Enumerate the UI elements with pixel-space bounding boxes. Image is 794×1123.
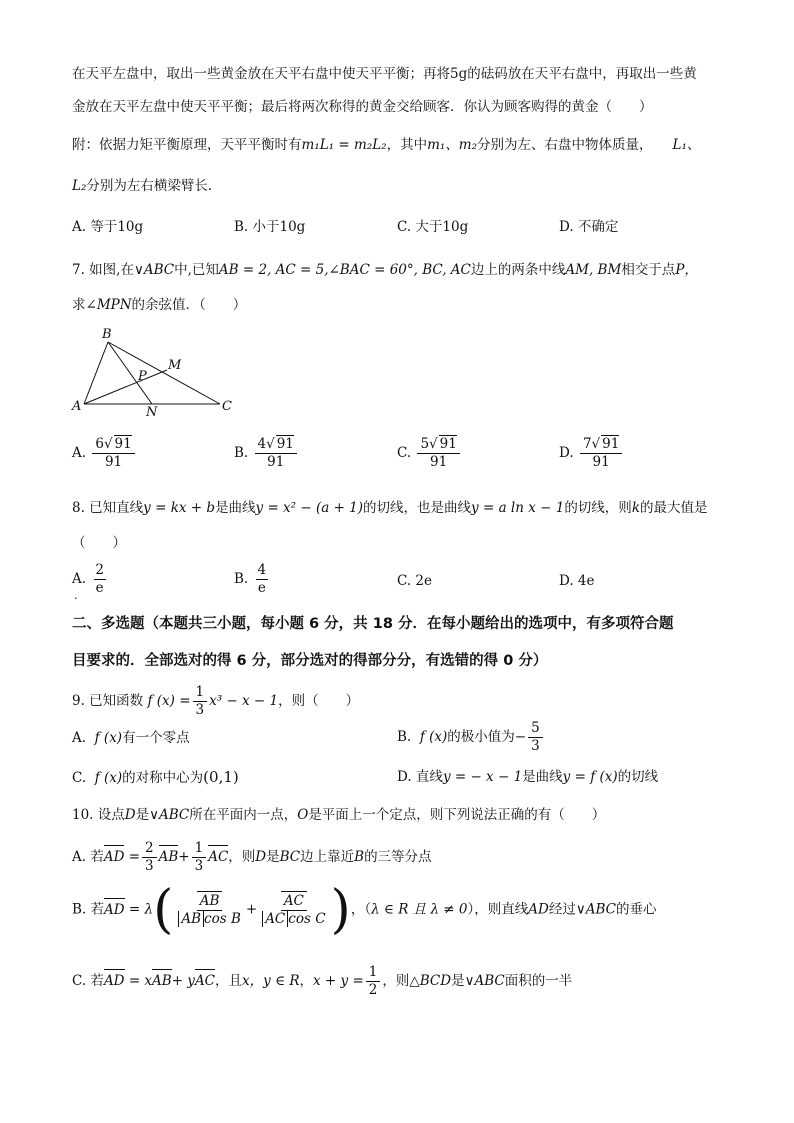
q7-point-p: P， <box>675 262 698 278</box>
q8-option-a <box>72 562 109 597</box>
q7-option-b <box>234 436 299 471</box>
q8-curve2: y = a ln x − 1 <box>471 500 565 516</box>
denominator: 2 <box>368 982 378 998</box>
denominator <box>259 911 328 928</box>
q7-text: 求∠ <box>72 297 97 313</box>
q6-option-d: D. 不确定 <box>559 219 619 235</box>
radicand: 91 <box>276 436 294 452</box>
denominator: 91 <box>592 454 610 470</box>
q10-stem <box>72 805 605 825</box>
radicand: 91 <box>439 436 457 452</box>
option-label: A. <box>72 445 87 461</box>
cos-b: cos B <box>204 910 241 927</box>
q7-text: 的余弦值．（ ） <box>131 297 247 313</box>
option-text: ，则 <box>228 849 256 865</box>
vector-ad: AD <box>104 901 125 918</box>
option-text: ，（ <box>350 901 372 918</box>
numerator: 1 <box>193 684 208 702</box>
numerator: 2 <box>142 840 157 858</box>
q6-option-b: B. 小于10g <box>234 219 306 235</box>
vector-ad: AD <box>103 973 125 989</box>
section2-title-line2: 目要求的．全部选对的得 6 分，部分选对的得部分分，有选错的得 0 分） <box>72 653 548 669</box>
numerator: 5 <box>528 720 543 738</box>
q7-option-d <box>559 436 624 471</box>
option-text: 边上靠近 <box>300 849 355 865</box>
fraction <box>259 893 328 928</box>
f-of-x: f (x) <box>419 729 448 745</box>
plus: + <box>245 901 258 918</box>
q10-text: 10. 设点 <box>72 807 125 823</box>
q8-k: k <box>631 500 640 516</box>
q6-note-text-c: 分别为左、右盘中物体质量， <box>477 137 653 153</box>
q9-text: 9. 已知函数 <box>72 693 144 709</box>
q9-fraction <box>193 684 208 719</box>
triangle-abc: ABC <box>158 807 190 823</box>
numerator: 4 <box>257 562 267 578</box>
q7-option-a-value: $\frac{6√ 91}{91}$ <box>92 436 134 471</box>
equals-lambda: = λ <box>128 901 154 918</box>
q7-option-b-value: $\frac{4√ 91}{91}$ <box>255 436 297 471</box>
q7-triangle-figure <box>66 322 246 422</box>
q8-option-a-value <box>92 562 107 597</box>
option-text: ，则△ <box>382 973 420 989</box>
point-o: O <box>297 807 309 823</box>
radicand: 91 <box>602 436 620 452</box>
option-text: 有一个零点 <box>122 730 190 746</box>
numerator: 1 <box>192 840 207 858</box>
denominator <box>175 911 244 928</box>
option-label: B. <box>397 729 412 745</box>
option-label: D. <box>559 445 574 461</box>
option-text: ，且 <box>215 973 243 989</box>
equals: = <box>128 849 141 865</box>
q9-option-b <box>397 720 545 755</box>
q7-angle: MPN <box>96 297 132 313</box>
q7-text: 边上的两条中线 <box>470 262 566 278</box>
option-text: 的三等分点 <box>364 849 432 865</box>
q10-text: 是∨ <box>135 807 159 823</box>
option-text: 的极小值为− <box>447 729 527 745</box>
option-label: B. <box>234 571 249 587</box>
option-text: 面积的一半 <box>504 973 573 989</box>
label-n: N <box>146 405 158 420</box>
q8-option-c: C. 2e <box>397 573 433 589</box>
option-text: 的对称中心为 <box>122 770 204 786</box>
coef: 7 <box>582 436 592 452</box>
radicand: 91 <box>114 436 132 452</box>
coef: 5 <box>420 436 430 452</box>
vector-ac: AC <box>194 973 216 989</box>
q8-line-eq: y = kx + b <box>143 500 216 516</box>
vector-ad: AD <box>103 849 125 865</box>
q6-note <box>72 135 700 155</box>
option-text: 经过∨ <box>548 901 586 918</box>
q6-note-text-b: ，其中 <box>386 137 428 153</box>
q8-stem-line1 <box>72 498 708 518</box>
q7-option-c-value: $\frac{5√ 91}{91}$ <box>417 436 459 471</box>
equals-x: = x <box>128 973 153 989</box>
lambda-condition: λ ∈ R 且 λ ≠ 0 <box>371 901 468 918</box>
label-c: C <box>222 399 232 414</box>
point-b: B <box>354 849 365 865</box>
curve-eq: y = f (x) <box>562 769 618 785</box>
segment-bc <box>108 342 220 404</box>
point-d: D <box>124 807 136 823</box>
numerator: 1 <box>366 964 381 982</box>
q8-text: 是曲线 <box>215 500 256 516</box>
f-of-x: f (x) <box>94 770 123 786</box>
fraction <box>192 840 207 875</box>
option-text: A. 若 <box>72 849 104 865</box>
line-eq: y = − x − 1 <box>442 769 523 785</box>
q9-option-a <box>72 728 190 748</box>
q7-stem-line1 <box>72 260 698 280</box>
q10-option-c <box>72 964 572 999</box>
q8-option-a-dot: . <box>74 589 78 602</box>
q6-note-l2: L₂ <box>72 178 87 194</box>
q9-option-d <box>397 767 658 787</box>
var-x: x， <box>242 973 264 989</box>
denominator: 91 <box>104 454 123 470</box>
denominator: 3 <box>194 858 204 874</box>
q7-medians: AM, BM <box>565 262 622 278</box>
triangle-bcd: BCD <box>419 973 452 989</box>
option-text: 的垂心 <box>615 901 657 918</box>
option-text: 的切线 <box>617 769 659 785</box>
denominator: 91 <box>430 454 448 470</box>
q6-line1: 在天平左盘中，取出一些黄金放在天平右盘中使天平平衡；再将5g的砝码放在天平右盘中，再取出一些黄 <box>72 66 697 82</box>
numerator: 2 <box>95 562 104 578</box>
q7-option-d-value: $\frac{7√ 91}{91}$ <box>580 436 622 471</box>
triangle-abc: ABC <box>474 973 505 989</box>
option-text: 是∨ <box>451 973 475 989</box>
vector-ab: AB <box>158 849 179 865</box>
q7-stem-line2 <box>72 295 246 315</box>
q8-text: 的切线，则 <box>564 500 632 516</box>
option-label: A. <box>72 730 87 746</box>
q7-text: 中,已知 <box>174 262 219 278</box>
q9-expression: x³ − x − 1 <box>209 693 279 709</box>
vector-ac: AC <box>208 849 229 865</box>
q6-option-c: C. 大于10g <box>397 219 469 235</box>
q8-stem-line2: （ ） <box>72 535 126 551</box>
denominator: 91 <box>267 454 285 470</box>
q6-note-text-d: 分别为左右横梁臂长． <box>86 178 222 194</box>
point-d: D <box>255 849 267 865</box>
fraction <box>175 893 244 928</box>
coef: 6 <box>95 436 104 452</box>
magnitude-ab: AB <box>178 911 204 927</box>
coef: 4 <box>257 436 267 452</box>
q7-triangle: ABC <box>143 262 175 278</box>
denominator: 3 <box>195 702 205 718</box>
magnitude-ac: AC <box>262 911 288 927</box>
q7-text: 7. 如图,在∨ <box>72 262 144 278</box>
option-label: B. <box>234 445 249 461</box>
q8-option-b-value <box>255 562 270 597</box>
segment-ab <box>84 342 108 404</box>
median-am <box>84 370 167 404</box>
label-a: A <box>72 399 82 414</box>
option-label: C. <box>72 770 87 786</box>
fraction <box>366 964 381 999</box>
q7-option-a <box>72 436 137 471</box>
q6-note-l1: L₁、 <box>672 137 701 153</box>
q8-text: 8. 已知直线 <box>72 500 144 516</box>
q10-option-a <box>72 840 432 875</box>
label-m: M <box>168 358 182 373</box>
option-text: ），则直线 <box>467 901 529 918</box>
q7-option-c <box>397 436 462 471</box>
vector-ab: AB <box>197 893 223 911</box>
q8-curve1: y = x² − (a + 1) <box>255 500 364 516</box>
denominator: e <box>257 580 266 596</box>
center-point: (0,1) <box>203 768 239 786</box>
triangle-abc: ABC <box>585 901 616 918</box>
f-of-x: f (x) <box>94 730 123 746</box>
q8-option-b <box>234 562 271 597</box>
option-text: B. 若 <box>72 901 105 918</box>
q9-option-c <box>72 767 239 788</box>
q6-note-masses: m₁、m₂ <box>427 137 478 153</box>
option-label: A. <box>72 571 87 587</box>
label-b: B <box>102 327 112 342</box>
q10-text: 所在平面内一点， <box>189 807 298 823</box>
segment-bc: BC <box>279 849 301 865</box>
denominator: 3 <box>531 738 540 754</box>
vector-ac: AC <box>281 893 307 911</box>
q7-text: 相交于点 <box>621 262 676 278</box>
q6-note-text: 附：依据力矩平衡原理，天平平衡时有 <box>72 137 302 153</box>
q6-note-line2 <box>72 176 221 196</box>
option-text: C. 若 <box>72 973 104 989</box>
option-text: D. 直线 <box>397 769 443 785</box>
q6-line2: 金放在天平左盘中使天平平衡；最后将两次称得的黄金交给顾客．你认为顾客购得的黄金（ ） <box>72 99 653 115</box>
line-ad: AD <box>528 901 549 918</box>
q9-option-b-fraction <box>528 720 543 755</box>
plus: + <box>178 849 190 865</box>
right-paren: ) <box>330 880 351 940</box>
q9-stem <box>72 684 359 719</box>
q9-text: ，则（ ） <box>278 693 360 709</box>
denominator: e <box>95 580 104 596</box>
fraction <box>142 840 157 875</box>
left-paren: ( <box>153 880 174 940</box>
q9-function: f (x) = <box>147 693 191 709</box>
sum-xy: x + y = <box>313 973 364 989</box>
q10-option-b <box>72 880 657 940</box>
q8-option-d: D. 4e <box>559 573 595 589</box>
option-text: 是曲线 <box>522 769 563 785</box>
q7-givens: AB = 2, AC = 5,∠BAC = 60°, BC, AC <box>218 262 471 278</box>
section2-title-line1: 二、多选题（本题共三小题，每小题 6 分，共 18 分．在每小题给出的选项中，有多项符合题 <box>72 616 674 632</box>
var-y-real: y ∈ R <box>263 973 300 989</box>
q10-text: 是平面上一个定点，则下列说法正确的有（ ） <box>308 807 606 823</box>
option-label: C. <box>397 445 412 461</box>
q8-text: 的切线，也是曲线 <box>363 500 472 516</box>
plus-y: + y <box>171 973 195 989</box>
q6-option-a: A. 等于10g <box>72 219 144 235</box>
q8-text: 的最大值是 <box>640 500 708 516</box>
option-text: ， <box>299 973 314 989</box>
vector-ab: AB <box>152 973 172 989</box>
denominator: 3 <box>145 858 154 874</box>
cos-c: cos C <box>288 910 326 927</box>
label-p: P <box>138 369 147 384</box>
option-text: 是 <box>266 849 280 865</box>
q6-note-formula: m₁L₁ = m₂L₂ <box>301 137 387 153</box>
